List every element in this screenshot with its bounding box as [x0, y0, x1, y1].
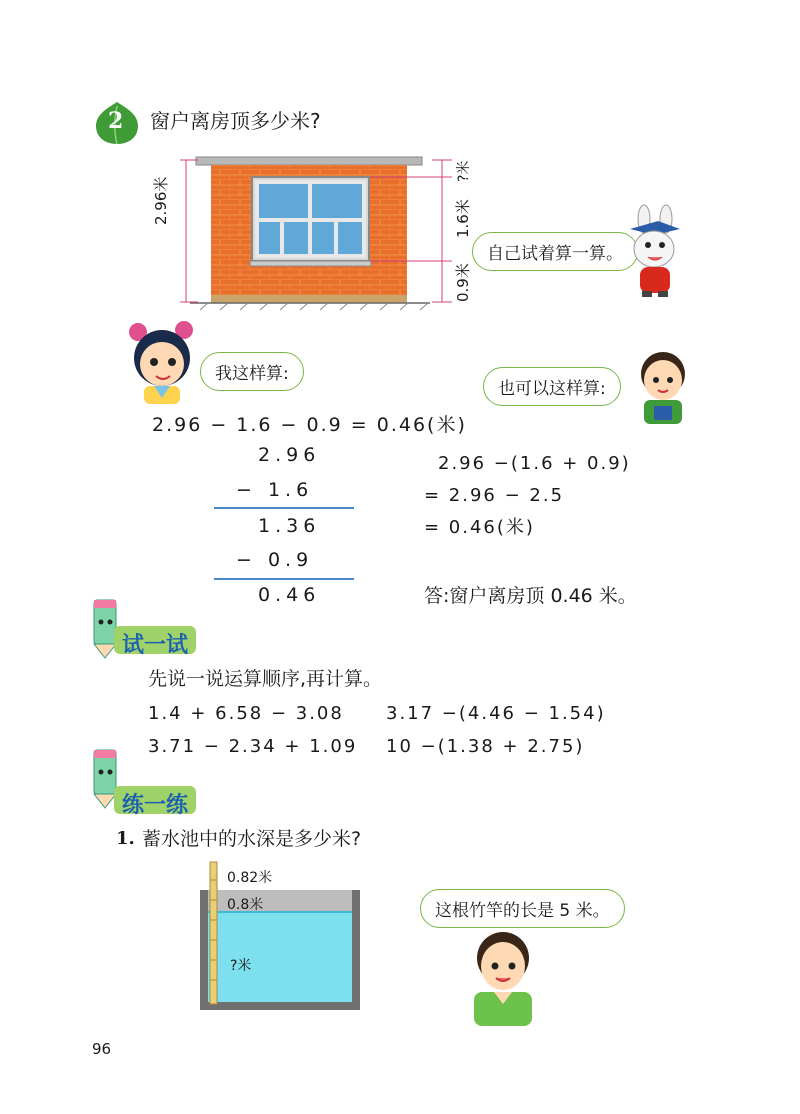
practice-item-number: 1. [116, 828, 135, 849]
pool-illustration [200, 860, 365, 1012]
practice-question: 蓄水池中的水深是多少米? [142, 828, 362, 850]
boy-character-icon [628, 348, 698, 424]
bottom-height-label: 0.9米 [454, 263, 472, 302]
girl-character-icon [122, 318, 202, 404]
example-number: 2 [108, 108, 124, 134]
girl-speech-bubble: 我这样算: [200, 352, 304, 391]
vertical-line-3: 1.36 [258, 515, 321, 537]
vertical-line-5: 0.46 [258, 584, 321, 606]
vertical-line-4: − 0.9 [236, 549, 314, 571]
vertical-line-2: − 1.6 [236, 479, 314, 501]
method2-line-3: = 0.46(米) [424, 517, 535, 538]
roof-gap-label: ?米 [456, 160, 472, 182]
answer-text: 答:窗户离房顶 0.46 米。 [424, 585, 637, 607]
boy-speech-bubble: 也可以这样算: [483, 367, 621, 406]
vertical-line-1: 2.96 [258, 444, 321, 466]
vertical-rule-1 [214, 507, 354, 509]
try-problem-2: 3.17 −(4.46 − 1.54) [386, 703, 606, 724]
air-gap-label: 0.8米 [227, 897, 264, 913]
method2-line-1: 2.96 −(1.6 + 0.9) [438, 453, 631, 474]
practice-section-title: 练一练 [122, 793, 189, 818]
try-problem-4: 10 −(1.38 + 2.75) [386, 736, 585, 757]
try-problem-1: 1.4 + 6.58 − 3.08 [148, 703, 344, 724]
rabbit-character-icon [618, 205, 688, 300]
window-height-label: 1.6米 [454, 199, 472, 238]
method2-line-2: = 2.96 − 2.5 [424, 485, 565, 506]
water-depth-label: ?米 [230, 958, 252, 974]
page-number: 96 [92, 1040, 112, 1058]
try-instruction: 先说一说运算顺序,再计算。 [148, 668, 383, 690]
example-question: 窗户离房顶多少米? [150, 109, 321, 133]
practice-boy-speech-bubble: 这根竹竿的长是 5 米。 [420, 889, 625, 928]
try-section-title: 试一试 [122, 633, 189, 658]
vertical-rule-2 [214, 578, 354, 580]
pole-above-label: 0.82米 [227, 870, 273, 886]
rabbit-speech-bubble: 自己试着算一算。 [472, 232, 638, 271]
total-height-label: 2.96米 [152, 176, 170, 225]
boy-character-icon [462, 926, 544, 1026]
try-problem-3: 3.71 − 2.34 + 1.09 [148, 736, 358, 757]
method1-equation: 2.96 − 1.6 − 0.9 = 0.46(米) [152, 414, 467, 436]
house-illustration [170, 150, 470, 320]
